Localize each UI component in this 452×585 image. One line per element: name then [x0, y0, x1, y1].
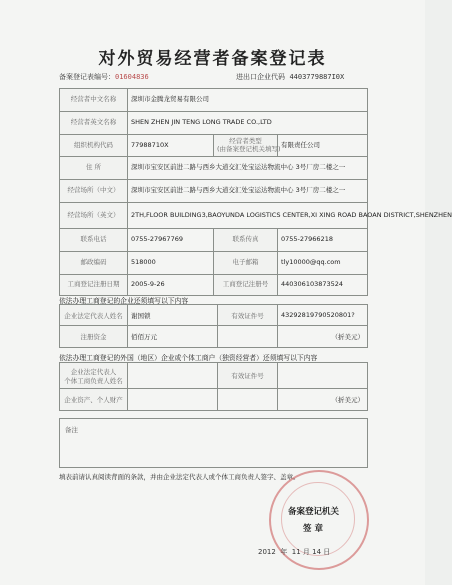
date-year: 2012	[258, 548, 276, 556]
org-code-label: 组织机构代码	[60, 135, 128, 157]
place-cn-label: 经营场所（中文）	[60, 180, 128, 203]
id-number-label: 有效证件号	[218, 305, 278, 326]
row-postal	[60, 252, 368, 275]
row-address	[60, 157, 368, 180]
phone-label: 联系电话	[60, 229, 128, 252]
email-value: tly10000@qq.com	[278, 252, 368, 275]
assets-value	[128, 389, 218, 411]
assets-usd-note: （折美元）	[278, 389, 368, 411]
place-en-value: 2TH,FLOOR BUILDING3,BAOYUNDA LOGISTICS CENTER,XI XING ROAD BAOAN DISTRICT,SHENZHEN	[128, 203, 368, 229]
section1-row-capital	[60, 326, 368, 348]
address-label: 住 所	[60, 157, 128, 180]
date-day-unit: 日	[323, 548, 331, 556]
operator-type-note: (由备案登记机关填写)	[217, 144, 281, 153]
assets-label: 企业资产、个人财产	[60, 389, 128, 411]
row-org-code	[60, 135, 368, 157]
chinese-name-label: 经营者中文名称	[60, 89, 128, 112]
fax-value: 0755-27966218	[278, 229, 368, 252]
operator-type-value: 有限责任公司	[278, 135, 368, 157]
legal-rep-label: 企业法定代表人姓名	[60, 305, 128, 326]
enterprise-code-value: 4403779887I0X	[289, 73, 345, 81]
foreign-rep-label-line1: 企业法定代表人	[70, 367, 117, 376]
section1-heading: 依法办理工商登记的企业还须填写以下内容	[59, 297, 189, 305]
id-number-value: 43292819790520801?	[278, 305, 368, 326]
main-form-table	[59, 88, 452, 296]
signature-seal-label: 签 章	[303, 524, 323, 534]
foreign-id-label: 有效证件号	[218, 363, 278, 389]
postal-label: 邮政编码	[60, 252, 128, 275]
section2-row-assets	[60, 389, 368, 411]
section2-heading: 依法办理工商登记的外国（地区）企业或个体工商户（独资经营者）还须填写以下内容	[59, 354, 318, 362]
phone-value: 0755-27967769	[128, 229, 214, 252]
page-title: 对外贸易经营者备案登记表	[98, 49, 327, 69]
foreign-rep-value	[128, 363, 218, 389]
row-reg-date	[60, 275, 368, 296]
enterprise-code-label: 进出口企业代码	[236, 73, 285, 81]
footer-instruction: 填表前请认真阅读背面的条款，并由企业法定代表人或个体工商负责人签字、盖章。	[59, 473, 300, 481]
section1-row-rep	[60, 305, 368, 326]
remarks-label: 备注	[65, 426, 78, 434]
english-name-label: 经营者英文名称	[60, 112, 128, 135]
place-cn-value: 深圳市宝安区前进二路与西乡大道交汇处宝运达物流中心 3号厂房二楼之一	[128, 180, 368, 203]
capital-blank	[218, 326, 278, 348]
capital-value: 佰佰万元	[128, 326, 218, 348]
row-place-en	[60, 203, 368, 229]
reg-no-label: 工商登记注册号	[214, 275, 278, 296]
registration-number-value: 01604836	[115, 73, 149, 81]
row-phone	[60, 229, 368, 252]
operator-type-label	[214, 135, 281, 157]
foreign-rep-label	[60, 363, 128, 389]
registration-date	[258, 547, 330, 557]
reg-date-value: 2005-9-26	[128, 275, 214, 296]
section2-row-rep	[60, 363, 368, 389]
legal-rep-value: 谢国锁	[128, 305, 218, 326]
foreign-rep-label-line2: 个体工商负责人姓名	[64, 376, 123, 385]
foreign-id-value	[278, 363, 368, 389]
capital-usd-note: （折美元）	[278, 326, 368, 348]
chinese-name-value: 深圳市金腾龙贸易有限公司	[128, 89, 368, 112]
row-place-cn	[60, 180, 368, 203]
section2-table	[59, 362, 368, 411]
enterprise-code	[236, 72, 344, 82]
registration-number-label: 备案登记表编号：	[59, 73, 115, 81]
remarks-box	[59, 418, 368, 468]
email-label: 电子邮箱	[214, 252, 278, 275]
reg-no-value: 440306103873524	[278, 275, 368, 296]
row-english-name	[60, 112, 368, 135]
date-month-unit: 月	[302, 548, 310, 556]
date-month: 11	[291, 548, 301, 556]
official-seal-inner	[281, 482, 355, 556]
english-name-value: SHEN ZHEN JIN TENG LONG TRADE CO.,LTD	[128, 112, 368, 135]
operator-type-title: 经营者类型	[229, 137, 262, 146]
registration-number	[59, 72, 149, 82]
place-en-label: 经营场所（英文）	[60, 203, 128, 229]
capital-label: 注册资金	[60, 326, 128, 348]
date-year-unit: 年	[280, 548, 288, 556]
postal-value: 518000	[128, 252, 214, 275]
address-value: 深圳市宝安区前进二路与西乡大道交汇处宝运达物流中心 3号厂房二楼之一	[128, 157, 368, 180]
reg-date-label: 工商登记注册日期	[60, 275, 128, 296]
date-day: 14	[312, 548, 322, 556]
row-chinese-name	[60, 89, 368, 112]
section1-table	[59, 304, 368, 348]
fax-label: 联系传真	[214, 229, 278, 252]
assets-blank	[218, 389, 278, 411]
org-code-value: 77988710X	[128, 135, 214, 157]
registration-authority: 备案登记机关	[288, 507, 340, 517]
